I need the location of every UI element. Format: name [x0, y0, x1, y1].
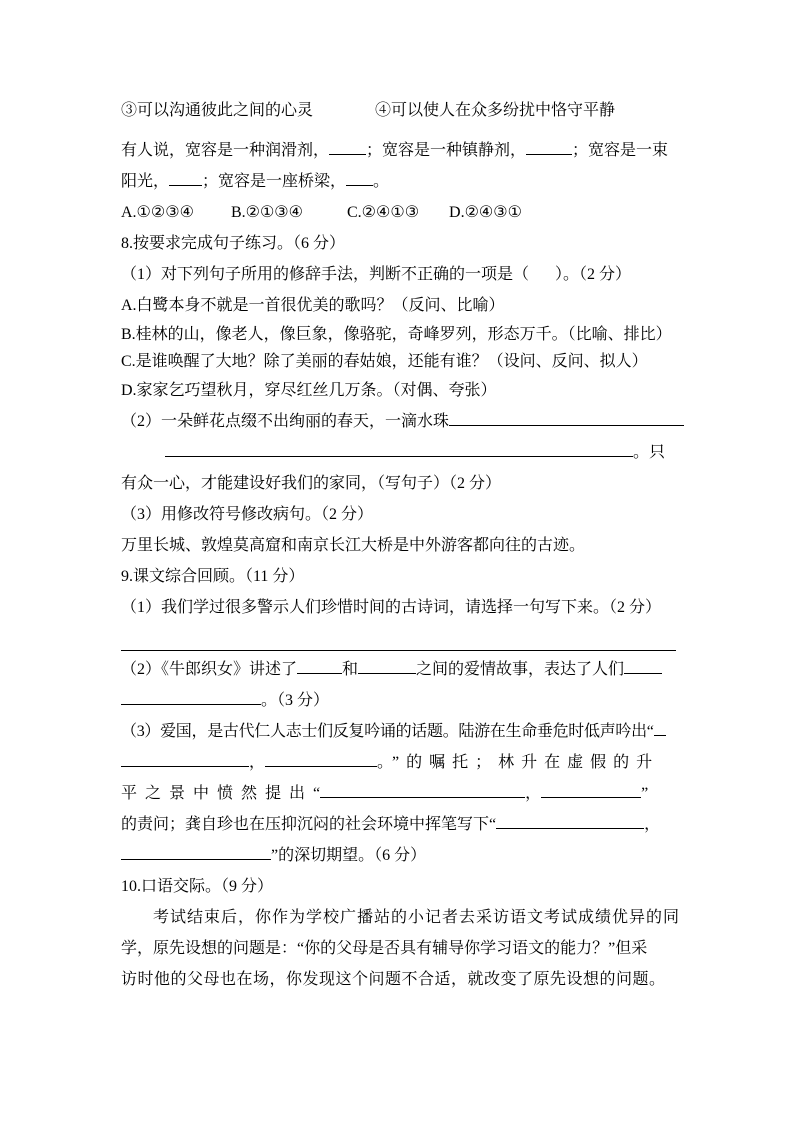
- blank-underline: [121, 636, 676, 651]
- gap-spacer: [419, 216, 449, 217]
- q7-sentence-line-2: [121, 166, 679, 197]
- blank-underline: [358, 659, 416, 674]
- q10-paragraph-line-1: [121, 902, 679, 933]
- text-run: 学，原先设想的问题是：“你的父母是否具有辅导你学习语文的能力？”但采: [121, 940, 648, 957]
- text-run: “: [313, 785, 321, 802]
- text-run: ”的深切期望。（6 分）: [271, 847, 427, 864]
- text-run: 10.口语交际。（9 分）: [121, 878, 274, 895]
- q8-1-option-a: [121, 290, 679, 321]
- blank-underline: [320, 783, 525, 798]
- gap-spacer: [313, 114, 375, 115]
- blank-underline: [346, 171, 373, 186]
- text-run: B.桂林的山，像老人，像巨象，像骆驼，奇峰罗列，形态万千。（比喻、排比）: [121, 326, 672, 343]
- text-run: ，: [644, 816, 661, 833]
- q7-choices: [121, 197, 679, 228]
- text-run: 访时他的父母也在场，你发现这个问题不合适，就改变了原先设想的问题。: [121, 971, 666, 988]
- q9-heading: [121, 561, 679, 592]
- q10-paragraph-line-2: [121, 933, 679, 964]
- q9-3-line-1: [121, 716, 679, 747]
- q8-2-line-3: [121, 468, 679, 499]
- text-run: 有众一心，才能建设好我们的家同，（写句子）（2 分）: [121, 475, 502, 492]
- text-run: D.②④③①: [449, 204, 522, 221]
- gap-spacer: [121, 921, 153, 922]
- text-run: 。: [373, 173, 390, 190]
- blank-underline: [541, 783, 641, 798]
- text-run: （3）爱国，是古代仁人志士们反复吟诵的话题。陆游在生命垂危时低声吟出“: [121, 723, 654, 740]
- q9-3-line-4: [121, 809, 679, 840]
- text-run: ，: [525, 785, 542, 802]
- text-run: ）。（2 分）: [555, 266, 632, 283]
- text-run: 8.按要求完成句子练习。（6 分）: [121, 235, 346, 252]
- text-run: （1）我们学过很多警示人们珍惜时间的古诗词，请选择一句写下来。（2 分）: [121, 599, 662, 616]
- text-run: C.②④①③: [346, 204, 420, 221]
- q8-3-prompt: [121, 499, 679, 530]
- gap-spacer: [529, 278, 555, 279]
- blank-underline: [165, 442, 633, 457]
- text-run: 阳光，: [121, 173, 170, 190]
- text-run: 有人说，宽容是一种润滑剂，: [121, 142, 330, 159]
- text-run: （1）对下列句子所用的修辞手法，判断不正确的一项是（: [121, 266, 530, 283]
- blank-underline: [121, 845, 271, 860]
- blank-underline: [121, 752, 249, 767]
- q9-1-prompt: [121, 592, 679, 623]
- text-run: A.白鹭本身不就是一首很优美的歌吗？（反问、比喻）: [121, 297, 505, 314]
- q9-3-line-3: [121, 778, 679, 809]
- gap-spacer: [303, 216, 347, 217]
- text-run: 考试结束后，你作为学校广播站的小记者去采访语文考试成绩优异的同: [153, 909, 681, 926]
- q8-2-line-1: [121, 406, 679, 437]
- q8-3-sentence: [121, 530, 679, 561]
- text-run: ”: [641, 785, 649, 802]
- blank-underline: [265, 752, 377, 767]
- q9-2-line-1: [121, 654, 679, 685]
- text-run: A.①②③④: [121, 204, 194, 221]
- q8-1-option-b: [121, 321, 679, 348]
- text-run: 和: [342, 661, 359, 678]
- q8-1-prompt: [121, 259, 679, 290]
- text-run: C.是谁唤醒了大地？除了美丽的春姑娘，还能有谁？（设问、反问、拟人）: [121, 353, 648, 370]
- gap-spacer: [194, 216, 231, 217]
- text-run: 之间的爱情故事，表达了人们: [416, 661, 625, 678]
- blank-underline: [169, 171, 202, 186]
- q9-3-line-5: [121, 840, 679, 871]
- text-run: 。”的嘱托；林升在虚假的升: [377, 754, 660, 771]
- text-run: ③可以沟通彼此之间的心灵: [121, 102, 314, 119]
- text-run: ，: [249, 754, 266, 771]
- blank-underline: [121, 690, 261, 705]
- text-run: （2）《牛郎织女》讲述了: [121, 661, 298, 678]
- blank-underline: [526, 140, 572, 155]
- text-run: （3）用修改符号修改病句。（2 分）: [121, 506, 374, 523]
- blank-underline: [449, 411, 684, 426]
- q7-sentence-line-1: [121, 135, 679, 166]
- blank-underline: [297, 659, 342, 674]
- text-run: 。（3 分）: [261, 692, 330, 709]
- text-run: 万里长城、敦煌莫高窟和南京长江大桥是中外游客都向往的古迹。: [121, 537, 586, 554]
- text-run: D.家家乞巧望秋月，穿尽红丝几万条。（对偶、夸张）: [121, 382, 497, 399]
- text-run: 平之景中愤然提出: [121, 785, 314, 802]
- text-run: 9.课文综合回顾。（11 分）: [121, 568, 305, 585]
- item-3-4-line: [121, 95, 679, 126]
- text-run: ；宽容是一种镇静剂，: [366, 142, 527, 159]
- q9-3-line-2: [121, 747, 679, 778]
- q10-paragraph-line-3: [121, 964, 679, 995]
- gap-spacer: [121, 456, 165, 457]
- blank-underline: [624, 659, 662, 674]
- q9-2-line-2: [121, 685, 679, 716]
- text-run: B.②①③④: [230, 204, 303, 221]
- text-run: （2）一朵鲜花点缀不出绚丽的春天，一滴水珠: [121, 413, 450, 430]
- blank-underline: [654, 721, 666, 736]
- text-run: ④可以使人在众多纷扰中恪守平静: [375, 102, 616, 119]
- text-run: 的责问；龚自珍也在压抑沉闷的社会环境中挥笔写下“: [121, 816, 497, 833]
- text-run: ；宽容是一座桥梁，: [202, 173, 347, 190]
- q8-2-line-2: [121, 437, 679, 468]
- q10-heading: [121, 871, 679, 902]
- text-run: 。只: [633, 444, 666, 461]
- q8-1-option-c: [121, 348, 679, 375]
- blank-underline: [329, 140, 366, 155]
- q8-heading: [121, 228, 679, 259]
- q8-1-option-d: [121, 375, 679, 406]
- text-run: ；宽容是一束: [572, 142, 669, 159]
- blank-underline: [496, 814, 644, 829]
